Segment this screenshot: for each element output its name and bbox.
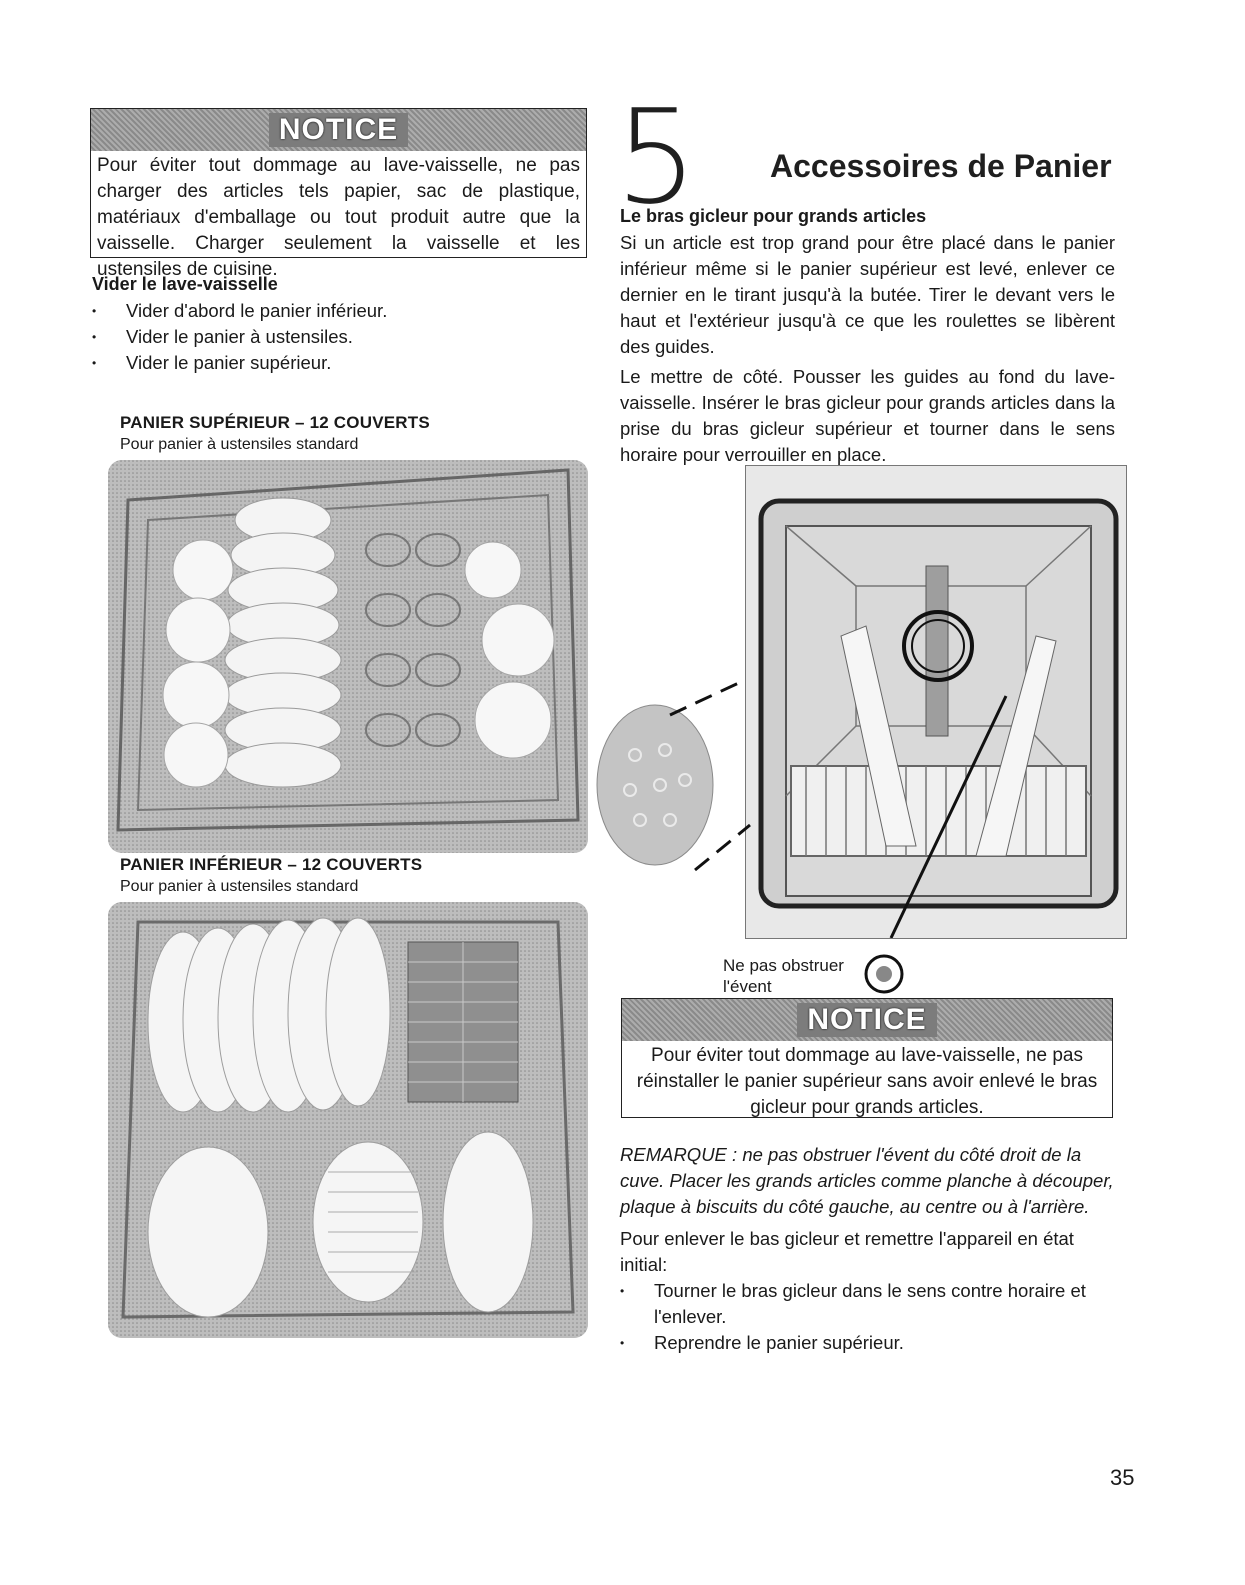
notice-title: NOTICE [269, 113, 408, 147]
remarque-note: REMARQUE : ne pas obstruer l'évent du côté droit de la cuve. Placer les grands articles comme planche à découper, plaque à biscuits du côté gauche, au centre ou à l'arrière. [620, 1144, 1114, 1217]
list-item: • Tourner le bras gicleur dans le sens contre horaire et l'enlever. [620, 1278, 1115, 1330]
spray-arm-para-2: Le mettre de côté. Pousser les guides au fond du lave-vaisselle. Insérer le bras gicleur pour grands articles dans la prise du bras gicleur supérieur et tourner dans le sens horaire pour verrouiller en place. [620, 366, 1115, 465]
upper-basket-illustration [108, 460, 588, 853]
notice-box-bottom [621, 998, 1113, 1118]
remove-intro: Pour enlever le bas gicleur et remettre l'appareil en état initial: [620, 1228, 1074, 1275]
spray-arm-illustration [595, 660, 755, 890]
section-title: Accessoires de Panier [770, 148, 1112, 184]
list-item: • Reprendre le panier supérieur. [620, 1330, 1115, 1356]
upper-basket-image [108, 460, 588, 853]
spray-arm-heading: Le bras gicleur pour grands articles [620, 206, 927, 226]
vent-label-line-1: Ne pas obstruer [723, 956, 844, 975]
lower-basket-image [108, 902, 588, 1338]
lower-basket-illustration [108, 902, 588, 1338]
unload-list [92, 298, 572, 376]
spray-arm-para-1: Si un article est trop grand pour être placé dans le panier inférieur même si le panier supérieur est levé, enlever ce dernier en le tirant jusqu'à la butée. Tirer le devant vers le haut et l'extérieur jusqu'à ce que les roulettes se libèrent des guides. [620, 232, 1115, 357]
vent-icon [862, 952, 906, 996]
notice-text: Pour éviter tout dommage au lave-vaisselle, ne pas réinstaller le panier supérieur sans avoir enlevé le bras gicleur pour grands articles. [636, 1045, 1098, 1118]
upper-basket-title: PANIER SUPÉRIEUR – 12 COUVERTS [120, 413, 430, 432]
page-number: 35 [1110, 1465, 1135, 1490]
lower-basket-title: PANIER INFÉRIEUR – 12 COUVERTS [120, 855, 423, 874]
notice-banner [91, 109, 586, 151]
list-item: • Vider le panier à ustensiles. [92, 324, 572, 350]
list-item: • Vider le panier supérieur. [92, 350, 572, 376]
notice-text: Pour éviter tout dommage au lave-vaisselle, ne pas charger des articles tels papier, sac de plastique, matériaux d'emballage ou tout produit autre que la vaisselle. Charger seulement la vaisselle et les ustensiles de cuisine. [97, 155, 580, 280]
notice-banner [622, 999, 1112, 1041]
list-item: • Vider d'abord le panier inférieur. [92, 298, 572, 324]
lower-basket-subtitle: Pour panier à ustensiles standard [120, 878, 359, 895]
dishwasher-illustration [746, 466, 1126, 938]
remove-list [620, 1278, 1115, 1356]
vent-label-line-2: l'évent [723, 977, 772, 996]
unload-heading: Vider le lave-vaisselle [92, 274, 278, 294]
notice-box-top [90, 108, 587, 280]
notice-title: NOTICE [797, 1003, 936, 1037]
upper-basket-subtitle: Pour panier à ustensiles standard [120, 436, 359, 453]
section-number: 5 [615, 81, 698, 233]
dishwasher-interior-image [745, 465, 1127, 939]
